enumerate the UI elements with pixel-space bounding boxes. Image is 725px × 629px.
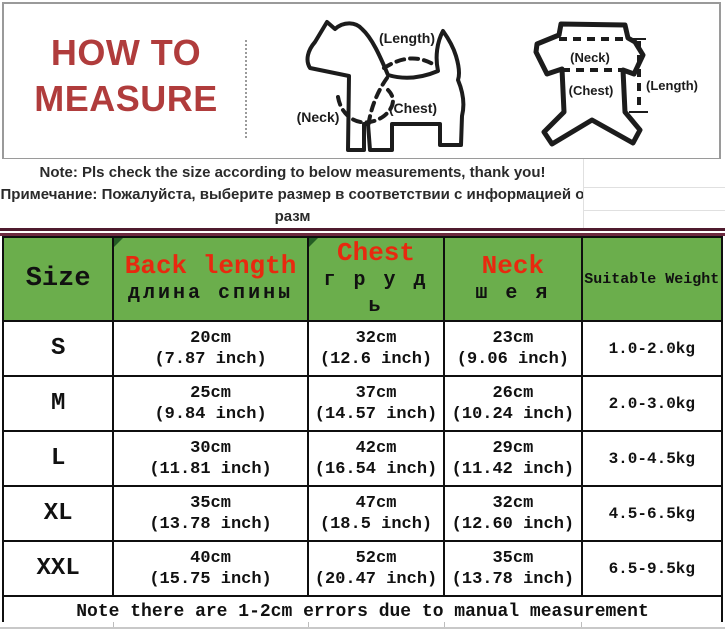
table-header-row [3,237,722,321]
back-length-cell: 20cm (7.87 inch) [113,321,308,376]
comment-marker-icon [114,238,123,247]
measurement-error-note: Note there are 1-2cm errors due to manual measurement [3,596,722,628]
header-neck: Neck ш е я [444,237,581,321]
bottom-gridline-strip [0,622,725,629]
chest-cell: 32cm (12.6 inch) [308,321,444,376]
header-chest: Chest г р у д ь [308,237,444,321]
chest-cell: 37cm (14.57 inch) [308,376,444,431]
size-cell: S [3,321,113,376]
back-length-cell: 40cm (15.75 inch) [113,541,308,596]
measure-panel [2,2,721,160]
spreadsheet-gridline [581,622,582,627]
header-weight: Suitable Weight [582,237,722,321]
spreadsheet-gridline [113,622,114,627]
panel-title-line1: HOW TO [50,32,202,73]
note-line-ru-1: Примечание: Пожалуйста, выберите размер в соответствии с информацией о разм [0,186,585,225]
back-length-cell: 35cm (13.78 inch) [113,486,308,541]
dog-length-line [384,58,436,68]
neck-cell: 23cm (9.06 inch) [444,321,581,376]
dog-measure-diagram [272,12,502,154]
size-cell: L [3,431,113,486]
table-row [3,541,722,596]
dog-neck-label: (Neck) [296,109,340,125]
spreadsheet-gridline [583,159,584,228]
neck-cell: 26cm (10.24 inch) [444,376,581,431]
garment-neck-label: (Neck) [570,50,610,65]
table-row [3,486,722,541]
chest-cell: 52cm (20.47 inch) [308,541,444,596]
dog-chest-label: (Chest) [388,100,438,116]
neck-cell: 32cm (12.60 inch) [444,486,581,541]
size-cell: M [3,376,113,431]
size-table [2,236,723,629]
header-size: Size [3,237,113,321]
spreadsheet-gridline [583,210,725,211]
dotted-divider [245,40,247,138]
dog-neck-line [338,90,393,122]
back-length-cell: 30cm (11.81 inch) [113,431,308,486]
note-line-en: Note: Pls check the size according to below measurements, thank you! [39,164,546,181]
weight-cell: 3.0-4.5kg [582,431,722,486]
neck-cell: 29cm (11.42 inch) [444,431,581,486]
garment-measure-diagram [519,17,714,157]
panel-title [26,30,226,122]
chest-cell: 47cm (18.5 inch) [308,486,444,541]
weight-cell: 6.5-9.5kg [582,541,722,596]
table-row [3,431,722,486]
spreadsheet-gridline [308,622,309,627]
size-cell: XXL [3,541,113,596]
header-back-length: Back length длина спины [113,237,308,321]
note-area [0,159,725,228]
weight-cell: 1.0-2.0kg [582,321,722,376]
size-cell: XL [3,486,113,541]
back-length-cell: 25cm (9.84 inch) [113,376,308,431]
table-row [3,376,722,431]
spreadsheet-gridline [444,622,445,627]
neck-cell: 35cm (13.78 inch) [444,541,581,596]
comment-marker-icon [309,238,318,247]
table-row [3,321,722,376]
garment-chest-label: (Chest) [568,83,614,98]
panel-title-line2: MEASURE [34,78,218,119]
garment-length-label: (Length) [646,78,698,93]
weight-cell: 2.0-3.0kg [582,376,722,431]
chest-cell: 42cm (16.54 inch) [308,431,444,486]
dog-length-label: (Length) [379,30,435,46]
spreadsheet-gridline [583,187,725,188]
weight-cell: 4.5-6.5kg [582,486,722,541]
separator-line [0,228,725,236]
